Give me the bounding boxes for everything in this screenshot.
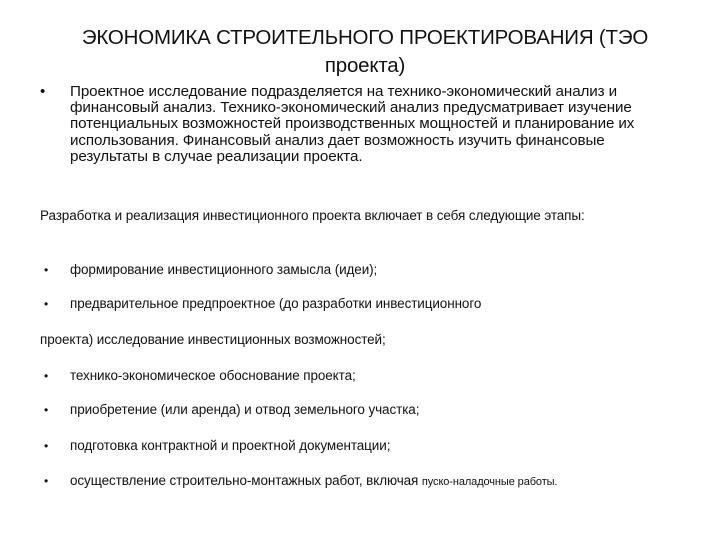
stage-text: технико-экономическое обоснование проекта; xyxy=(70,368,356,383)
bullet-icon: • xyxy=(44,403,49,417)
bullet-icon: • xyxy=(44,263,49,277)
bullet-icon: • xyxy=(44,474,49,488)
bullet-icon: • xyxy=(44,297,49,311)
stage-text: предварительное предпроектное (до разработки инвестиционного xyxy=(70,296,482,311)
bullet-icon: • xyxy=(44,369,49,383)
stages-intro: Разработка и реализация инвестиционного проекта включает в себя следующие этапы: xyxy=(40,208,585,223)
lead-list xyxy=(40,84,680,165)
lead-item xyxy=(40,84,680,165)
stage-text: формирование инвестиционного замысла (идеи); xyxy=(70,262,378,277)
lead-paragraph: Проектное исследование подразделяется на технико-экономический анализ и финансовый анализ. Технико-экономический анализ предусматривает изучение потенциальных возможностей производственных мощностей и планирование их использования. Финансовый анализ дает возможность изучить финансовые результаты в случае реализации проекта. xyxy=(70,83,635,165)
stage-text: подготовка контрактной и проектной документации; xyxy=(70,438,391,453)
bullet-icon: • xyxy=(40,83,46,100)
stage-text: приобретение (или аренда) и отвод земельного участка; xyxy=(70,402,420,417)
stage-text: осуществление строительно-монтажных работ, включая пуско-наладочные работы. xyxy=(70,473,558,488)
slide-title: ЭКОНОМИКА СТРОИТЕЛЬНОГО ПРОЕКТИРОВАНИЯ (ТЭО проекта) xyxy=(81,26,649,77)
stage-text: проекта) исследование инвестиционных возможностей; xyxy=(40,332,386,347)
bullet-icon: • xyxy=(44,439,49,453)
